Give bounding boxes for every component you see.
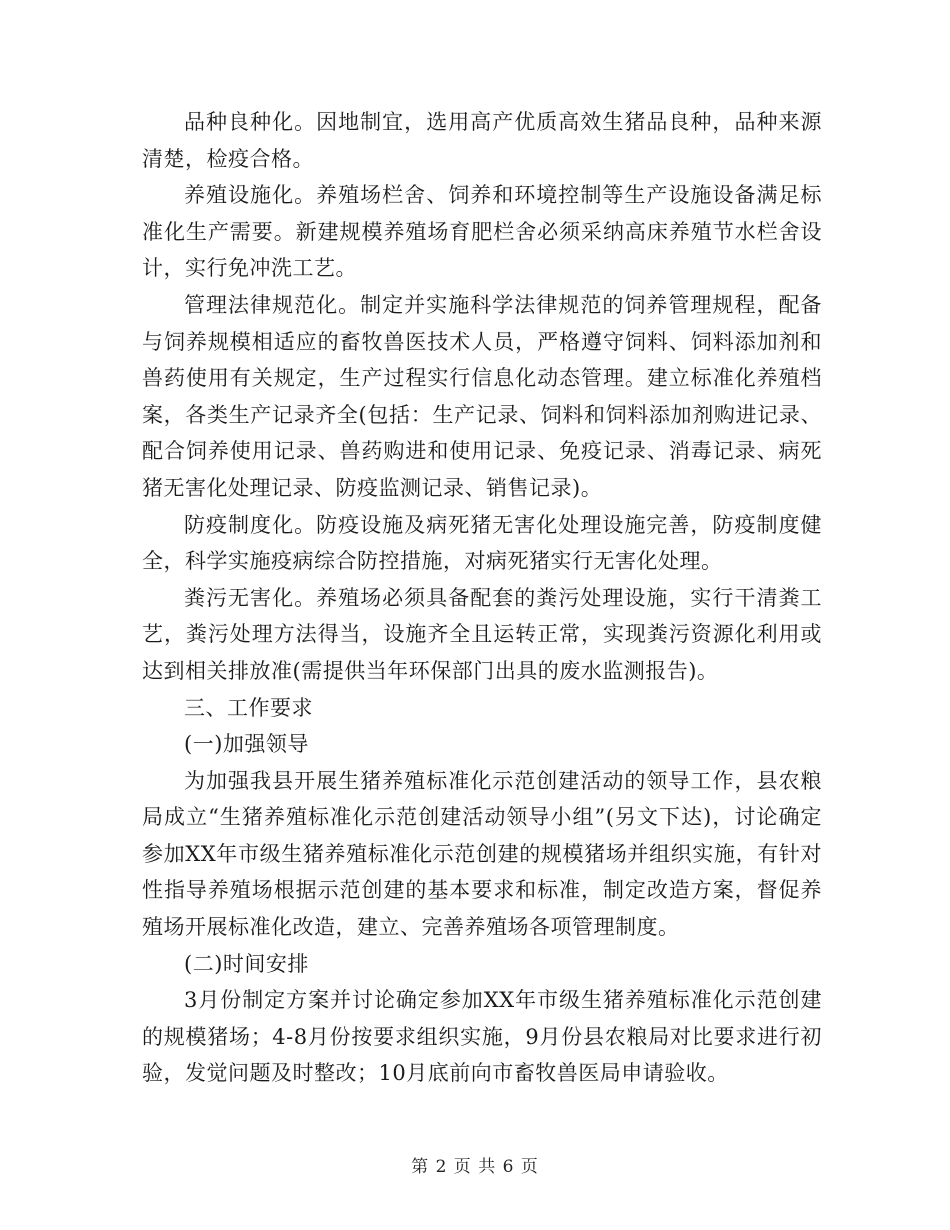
subsection-heading-leadership: (一)加强领导: [184, 732, 309, 757]
page-number-footer: 第 2 页 共 6 页: [411, 1157, 539, 1177]
paragraph-management: 管理法律规范化。制定并实施科学法律规范的饲养管理规程，配备与饲养规模相适应的畜牧兽医技术人员，严格遵守饲料、饲料添加剂和兽药使用有关规定，生产过程实行信息化动态管理。建立标准化养殖档案，各类生产记录齐全(包括：生产记录、饲料和饲料添加剂购进记录、配合饲养使用记录、兽药购进和使用记录、免疫记录、消毒记录、病死猪无害化处理记录、防疫监测记录、销售记录)。: [142, 292, 822, 500]
paragraph-schedule: 3月份制定方案并讨论确定参加XX年市级生猪养殖标准化示范创建的规模猪场；4-8月份按要求组织实施，9月份县农粮局对比要求进行初验，发觉问题及时整改；10月底前向市畜牧兽医局申请验收。: [142, 988, 822, 1086]
paragraph-manure: 粪污无害化。养殖场必须具备配套的粪污处理设施，实行干清粪工艺，粪污处理方法得当，设施齐全且运转正常，实现粪污资源化利用或达到相关排放准(需提供当年环保部门出具的废水监测报告)。: [142, 585, 822, 683]
paragraph-leadership: 为加强我县开展生猪养殖标准化示范创建活动的领导工作，县农粮局成立“生猪养殖标准化示范创建活动领导小组”(另文下达)，讨论确定参加XX年市级生猪养殖标准化示范创建的规模猪场并组织实施，有针对性指导养殖场根据示范创建的基本要求和标准，制定改造方案，督促养殖场开展标准化改造，建立、完善养殖场各项管理制度。: [142, 768, 822, 940]
paragraph-epidemic: 防疫制度化。防疫设施及病死猪无害化处理设施完善，防疫制度健全，科学实施疫病综合防控措施，对病死猪实行无害化处理。: [142, 512, 822, 574]
section-heading: 三、工作要求: [184, 695, 313, 720]
paragraph-breed: 品种良种化。因地制宜，选用高产优质高效生猪品良种，品种来源清楚，检疫合格。: [142, 110, 822, 171]
subsection-heading-schedule: (二)时间安排: [184, 951, 309, 976]
document-body: [142, 104, 822, 1092]
paragraph-facilities: 养殖设施化。养殖场栏舍、饲养和环境控制等生产设施设备满足标准化生产需要。新建规模养殖场育肥栏舍必须采纳高床养殖节水栏舍设计，实行免冲洗工艺。: [142, 183, 822, 281]
